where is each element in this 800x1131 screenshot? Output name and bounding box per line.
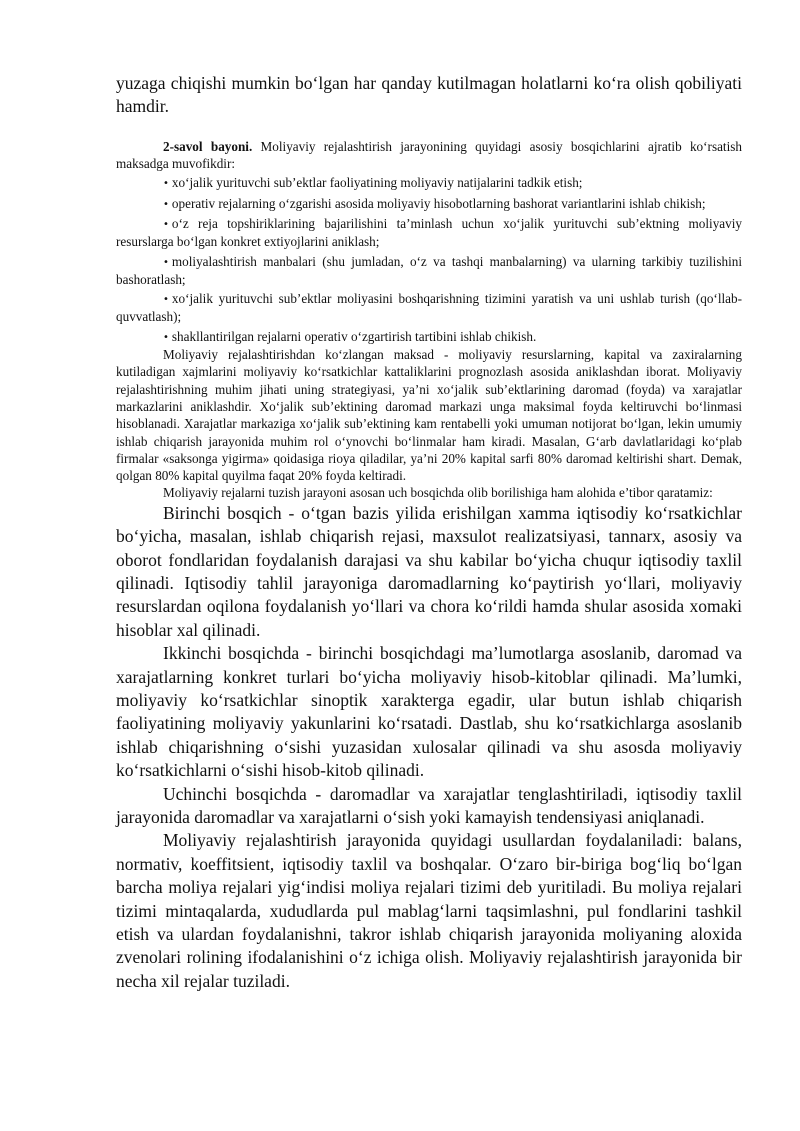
bullet-text: xo‘jalik yurituvchi sub’ektlar faoliyatining moliyaviy natijalarini tadkik etish; bbox=[171, 175, 583, 191]
bullet-text: moliyalashtirish manbalari (shu jumladan, o‘z va tashqi manbalarning) va ularning tarkibiy tuzilishini bashoratlash; bbox=[116, 253, 742, 287]
bullet-glyph: • bbox=[163, 294, 169, 306]
bullet-item bbox=[116, 253, 742, 289]
question-2-paragraph bbox=[116, 138, 742, 173]
body-paragraph-stage-2: Ikkinchi bosqichda - birinchi bosqichdagi ma’lumotlarga asoslanib, daromad va xarajatlarning konkret turlari bo‘yicha moliyaviy hisob-kitoblar qilinadi. Ma’lumki, moliyaviy ko‘rsatkichlar sinoptik xarakterga egadir, ular butun ishlab chiqarish faoliyatining moliyaviy yakunlarini ko‘rsatadi. Dastlab, shu ko‘rsatkichlarga asoslanib ishlab chiqarishning o‘sishi yuzasidan xulosalar qilinadi va shu asosda moliyaviy ko‘rsatkichlarni o‘sishi hisob-kitob qilinadi. bbox=[116, 643, 742, 781]
bullet-glyph: • bbox=[163, 178, 169, 190]
body-paragraph-methods: Moliyaviy rejalashtirish jarayonida quyidagi usullardan foydalaniladi: balans, normativ, koeffitsient, iqtisodiy taxlil va boshqalar. O‘zaro bir-biriga bog‘liq bo‘lgan barcha moliya rejalari yig‘indisi moliya rejalari tizimi deb yuritiladi. Bu moliya rejalari tizimi mintaqalarda, xududlarda pul mablag‘larni taqsimlashni, pul fondlarini tashkil etish va ulardan foydalanishni, takror ishlab chiqarish jarayonida moliyaning aloxida zvenolari rolining ifodalanishini o‘z ichiga olish. Moliyaviy rejalashtirish jarayonida bir necha xil rejalar tuziladi. bbox=[116, 830, 742, 991]
document-page bbox=[116, 72, 742, 993]
body-paragraph-stage-3: Uchinchi bosqichda - daromadlar va xarajatlar tenglashtiriladi, iqtisodiy taxlil jarayonida daromadlar va xarajatlarni o‘sish yoki kamayish tendensiyasi aniqlanadi. bbox=[116, 783, 742, 828]
body-paragraph-stage-1: Birinchi bosqich - o‘tgan bazis yilida erishilgan xamma iqtisodiy ko‘rsatkichlar bo‘yicha, masalan, ishlab chiqarish rejasi, maxsulot realizatsiyasi, tannarx, asosiy va oborot fondlaridan foydalanish darajasi va shu kabilar bo‘yicha chuqur iqtisodiy taxlil qilinadi. Iqtisodiy tahlil jarayoniga daromadlarning ko‘paytirish yo‘llari, moliyaviy resurslardan oqilona foydalanish yo‘llari va chora ko‘rildi hamda shular asosida xomaki hisoblar xal qilinadi. bbox=[116, 502, 742, 640]
bullet-glyph: • bbox=[163, 331, 169, 343]
question-2-intro: Moliyaviy rejalashtirish jarayonining quyidagi asosiy bosqichlarini ajratib ko‘rsatish maksadga muvofikdir: bbox=[116, 138, 742, 172]
section-gap bbox=[116, 119, 742, 138]
bullet-item bbox=[116, 195, 742, 213]
bullet-glyph: • bbox=[163, 256, 169, 268]
bullet-item bbox=[116, 328, 742, 346]
bullet-glyph: • bbox=[163, 198, 169, 210]
body-paragraph-stages-intro: Moliyaviy rejalarni tuzish jarayoni asosan uch bosqichda olib borilishiga ham alohida e’tibor qaratamiz: bbox=[163, 485, 713, 501]
bullet-item bbox=[116, 215, 742, 251]
bullet-text: xo‘jalik yurituvchi sub’ektlar moliyasini boshqarishning tizimini yaratish va uni ushlab turish (qo‘llab-quvvatlash); bbox=[116, 291, 742, 325]
bullet-item bbox=[116, 174, 742, 192]
body-paragraph-goal: Moliyaviy rejalashtirishdan ko‘zlangan maksad - moliyaviy resurslarning, kapital va zaxiralarning kutiladigan xajmlarini moliyaviy ko‘rsatkichlar kattaliklarini prognozlash asosida aniklashdan iborat. Moliyaviy rejalashtirishning muhim jihati uning strategiyasi, ya’ni xo‘jalik sub’ektlarining daromad (foyda) va xarajatlar markazlarini aniklashdir. Xo‘jalik sub’ektining daromad markazi unga maksimal foyda keltiruvchi bo‘linmasi hisoblanadi. Xarajatlar markaziga xo‘jalik sub’ektining kam rentabelli yoki umuman notijorat bo‘lgan, lekin umumiy ishlab chiqarish jarayonida muhim rol o‘ynovchi bo‘linmalar ham kiradi. Masalan, G‘arb davlatlaridagi ko‘plab firmalar «saksonga yigirma» qoidasiga rioya qiladilar, ya’ni 20% kapital sarfi 80% daromad keltirishi shart. Demak, qolgan 80% kapital quyilma faqat 20% foyda keltiradi. bbox=[116, 347, 742, 484]
bullet-glyph: • bbox=[163, 219, 169, 230]
opening-paragraph: yuzaga chiqishi mumkin bo‘lgan har qanday kutilmagan holatlarni ko‘ra olish qobiliyati hamdir. bbox=[116, 73, 742, 117]
bullet-text: operativ rejalarning o‘zgarishi asosida moliyaviy hisobotlarning bashorat variantlarini ishlab chikish; bbox=[171, 195, 706, 211]
bullet-text: o‘z reja topshiriklarining bajarilishini ta’minlash uchun xo‘jalik yurituvchi sub’ektning moliyaviy resurslarga bo‘lgan konkret extiyojlarini aniklash; bbox=[116, 216, 742, 250]
question-2-heading: 2-savol bayoni. bbox=[163, 138, 253, 154]
bullet-text: shakllantirilgan rejalarni operativ o‘zgartirish tartibini ishlab chikish. bbox=[171, 328, 537, 344]
bullet-item bbox=[116, 290, 742, 326]
